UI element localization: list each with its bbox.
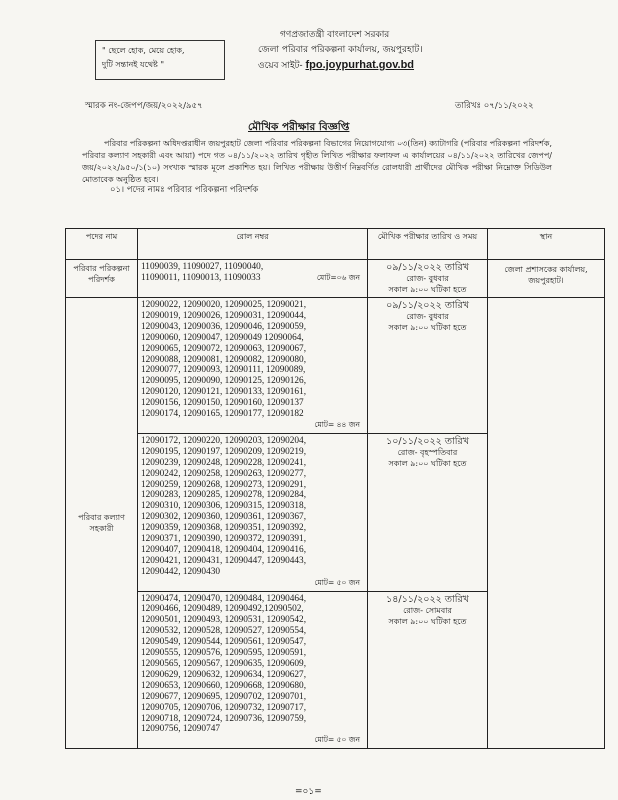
roll-list bbox=[138, 591, 368, 749]
roll-line: 12090442, 12090430 bbox=[141, 566, 221, 577]
page-number: =০১= bbox=[295, 787, 322, 797]
roll-line: 12090283, 12090285, 12090278, 12090284, bbox=[141, 490, 307, 501]
roll-count: মোট=০৬ জন bbox=[316, 272, 360, 282]
schedule-cell bbox=[368, 591, 488, 749]
header-government: গণপ্রজাতন্ত্রী বাংলাদেশ সরকার bbox=[280, 30, 390, 40]
table-row bbox=[66, 260, 605, 298]
roll-line: 12090077, 12090093, 12090111, 12090089, bbox=[141, 365, 306, 376]
schedule-time: সকাল ৯:০০ ঘটিকা হতে bbox=[388, 323, 467, 332]
header-roll: রোল নম্বর bbox=[138, 229, 368, 260]
slogan-box bbox=[95, 40, 225, 80]
slogan-line-2: দুটি সন্তানই যথেষ্ট " bbox=[102, 60, 165, 69]
roll-line: 12090677, 12090695, 12090702, 12090701, bbox=[141, 691, 307, 702]
roll-line: 11090039, 11090027, 11090040, bbox=[141, 262, 264, 272]
roll-line: 12090022, 12090020, 12090025, 12090021, bbox=[141, 300, 307, 310]
roll-line: 12090474, 12090470, 12090484, 12090464, bbox=[141, 593, 307, 604]
roll-line: 12090120, 12090121, 12090133, 12090161, bbox=[141, 387, 307, 398]
slogan-line-1: " ছেলে হোক, মেয়ে হোক, bbox=[102, 46, 185, 55]
website-label: ওয়েব সাইট- bbox=[258, 61, 303, 71]
notice-title: মৌখিক পরীক্ষার বিজ্ঞপ্তি bbox=[248, 121, 350, 133]
schedule-cell bbox=[368, 433, 488, 591]
schedule-date: ১০/১১/২০২২ তারিখ bbox=[386, 435, 469, 447]
website-url: fpo.joypurhat.gov.bd bbox=[305, 59, 415, 71]
venue-empty bbox=[488, 298, 605, 749]
roll-line: 12090371, 12090390, 12090372, 12090391, bbox=[141, 534, 307, 545]
roll-line: 12090629, 12090632, 12090634, 12090627, bbox=[141, 669, 307, 680]
roll-line: 12090239, 12090248, 12090228, 12090241, bbox=[141, 457, 307, 468]
roll-line: 12090532, 12090528, 12090527, 12090554, bbox=[141, 626, 307, 637]
roll-line: 12090242, 12090258, 12090263, 12090277, bbox=[141, 468, 307, 479]
schedule-day: রোজ- বুধবার bbox=[406, 274, 449, 283]
roll-line: 12090095, 12090090, 12090125, 12090126, bbox=[141, 376, 307, 387]
roll-list bbox=[138, 260, 368, 298]
roll-line: 12090359, 12090368, 12090351, 12090392, bbox=[141, 523, 307, 534]
roll-line: 12090705, 12090706, 12090732, 12090717, bbox=[141, 702, 307, 713]
header-post: পদের নাম bbox=[66, 229, 138, 260]
roll-count: মোট= ৫০ জন bbox=[314, 577, 360, 587]
roll-line: 12090043, 12090036, 12090046, 12090059, bbox=[141, 321, 307, 332]
roll-line: 12090195, 12090197, 12090209, 12090219, bbox=[141, 446, 307, 457]
roll-line: 12090259, 12090268, 12090273, 12090291, bbox=[141, 479, 307, 490]
roll-line: 12090421, 12090431, 12090447, 12090443, bbox=[141, 555, 307, 566]
office-header bbox=[258, 28, 422, 74]
roll-line: 12090019, 12090026, 12090031, 12090044, bbox=[141, 310, 307, 321]
roll-line: 11090011, 11090013, 11090033 মোট=০৬ জন bbox=[141, 273, 364, 284]
schedule-time: সকাল ৯:০০ ঘটিকা হতে bbox=[388, 458, 467, 468]
schedule-time: সকাল ৯:০০ ঘটিকা হতে bbox=[388, 616, 467, 626]
roll-line: 12090756, 12090747 bbox=[141, 724, 221, 735]
roll-line: 12090407, 12090418, 12090404, 12090416, bbox=[141, 544, 307, 555]
schedule-time: সকাল ৯:০০ ঘটিকা হতে bbox=[388, 285, 467, 294]
header-place: স্থান bbox=[488, 229, 605, 260]
schedule-cell bbox=[368, 298, 488, 434]
schedule-day: রোজ- বৃহস্পতিবার bbox=[397, 447, 458, 457]
roll-line: 12090172, 12090220, 12090203, 12090204, bbox=[141, 435, 307, 446]
schedule-date: ১৪/১১/২০২২ তারিখ bbox=[386, 593, 469, 605]
roll-line: 12090310, 12090306, 12090315, 12090318, bbox=[141, 501, 307, 512]
issue-date: তারিখঃ ০৭/১১/২০২২ bbox=[455, 101, 534, 111]
memo-number: স্মারক নং-জেপপ/জয়/২০২২/৯৫৭ bbox=[85, 101, 203, 111]
post-name: পরিবার কল্যাণ সহকারী bbox=[66, 298, 138, 749]
roll-list bbox=[138, 298, 368, 434]
venue: জেলা প্রশাসকের কার্যালয়, জয়পুরহাট। bbox=[488, 260, 605, 298]
roll-line: 12090565, 12090567, 12090635, 12090609, bbox=[141, 659, 307, 669]
post-heading: ০১। পদের নামঃ পরিবার পরিকল্পনা পরিদর্শক bbox=[110, 185, 259, 195]
roll-line: 12090156, 12090150, 12090160, 12090137 bbox=[141, 398, 304, 409]
roll-line: 12090060, 12090047, 12090049 12090064, bbox=[141, 332, 304, 343]
roll-line: 12090501, 12090493, 12090531, 12090542, bbox=[141, 615, 307, 626]
roll-list bbox=[138, 433, 368, 591]
roll-line: 12090555, 12090576, 12090595, 12090591, bbox=[141, 648, 307, 659]
header-schedule: মৌখিক পরীক্ষার তারিখ ও সময় bbox=[368, 229, 488, 260]
roll-count: মোট= ৫০ জন bbox=[314, 735, 360, 745]
schedule-day: রোজ- বুধবার bbox=[406, 312, 449, 321]
roll-line: 12090088, 12090081, 12090082, 12090080, bbox=[141, 354, 307, 365]
schedule-date: ০৯/১১/২০২২ তারিখ bbox=[386, 262, 469, 273]
schedule-table bbox=[65, 228, 605, 749]
post-name: পরিবার পরিকল্পনা পরিদর্শক bbox=[66, 260, 138, 298]
notice-body: পরিবার পরিকল্পনা অধিদপ্তরাধীন জয়পুরহাট জেলা পরিবার পরিকল্পনা বিভাগের নিয়োগযোগ্য ০৩(তিন) ক্যাটাগরি (পরিবার পরিকল্পনা পরিদর্শক, পরিবার কল্যাণ সহকারী এবং আয়া) পদে গত ০৪/১১/২০২২ তারিখ গৃহীত লিখিত পরীক্ষার ফলাফল এ কার্যালয়ের ০৪/১১/২০২২ তারিখের জেপপ/জয়/২০২২/৯৫০/১(১০) সংখ্যক স্মারক মূলে প্রকাশিত হয়। লিখিত পরীক্ষায় উত্তীর্ণ নিম্নবর্ণিত রোলধারী প্রার্থীদের মৌখিক পরীক্ষা নিম্নোক্ত সিডিউল মোতাবেক অনুষ্ঠিত হবে। bbox=[82, 139, 552, 184]
roll-line: 12090466, 12090489, 12090492,12090502, bbox=[141, 604, 304, 615]
table-header-row bbox=[66, 229, 605, 260]
schedule-cell bbox=[368, 260, 488, 298]
roll-count: মোট= ৪৪ জন bbox=[314, 419, 360, 429]
roll-line: 12090174, 12090165, 12090177, 12090182 bbox=[141, 409, 304, 420]
header-website bbox=[258, 58, 422, 74]
roll-line: 12090549, 12090544, 12090561, 12090547, bbox=[141, 637, 307, 648]
roll-line: 12090653, 12090660, 12090668, 12090680, bbox=[141, 680, 307, 691]
roll-line: 12090065, 12090072, 12090063, 12090067, bbox=[141, 343, 307, 354]
schedule-day: রোজ- সোমবার bbox=[403, 605, 452, 615]
schedule-date: ০৯/১১/২০২২ তারিখ bbox=[386, 300, 469, 311]
roll-line: 12090302, 12090360, 12090361, 12090367, bbox=[141, 512, 307, 523]
header-office: জেলা পরিবার পরিকল্পনা কার্যালয়, জয়পুরহাট। bbox=[258, 45, 423, 55]
table-row bbox=[66, 298, 605, 434]
roll-line: 12090718, 12090724, 12090736, 12090759, bbox=[141, 713, 307, 724]
